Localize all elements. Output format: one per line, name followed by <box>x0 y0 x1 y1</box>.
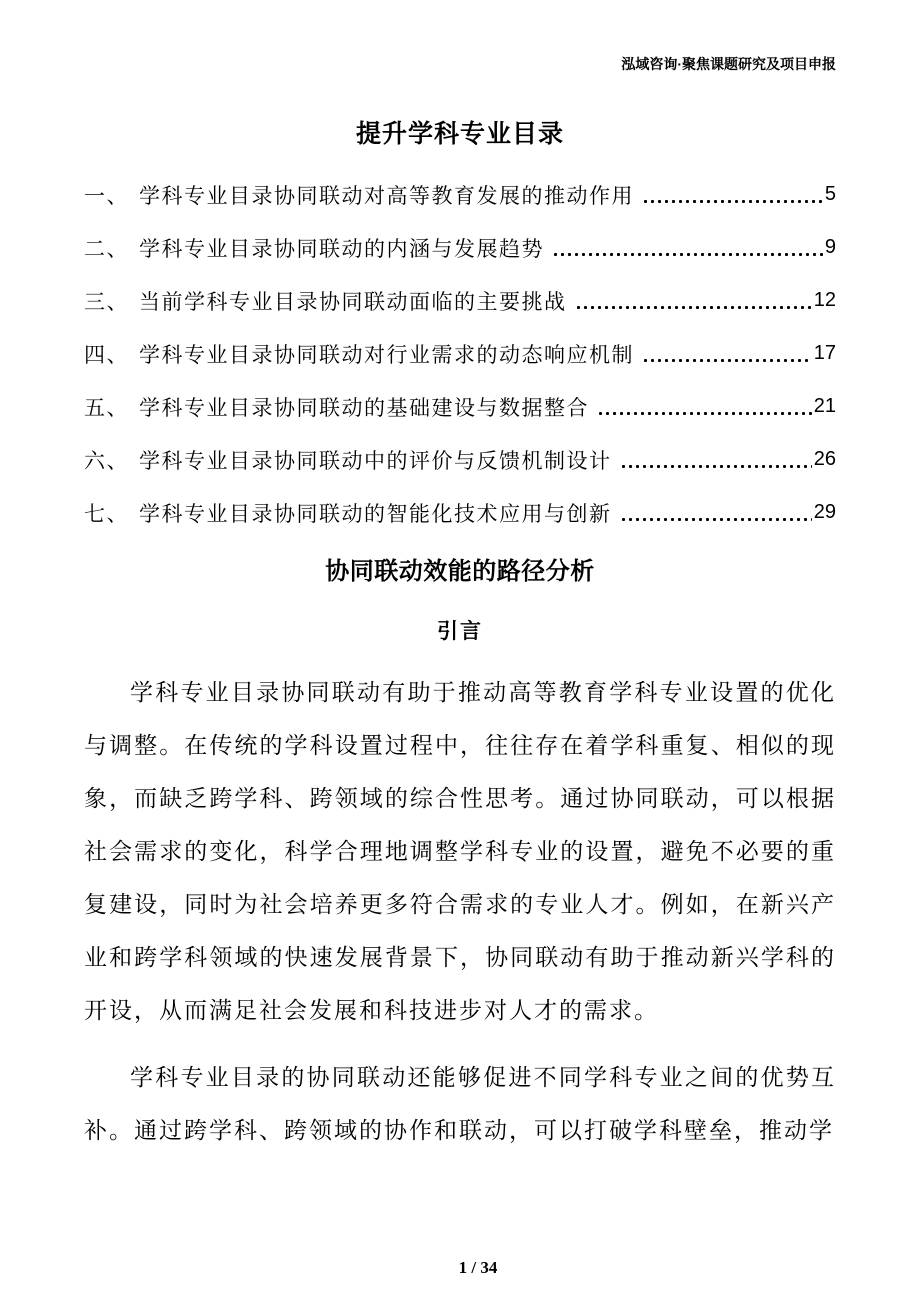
toc-dot-leader <box>642 199 823 204</box>
toc-entry-ordinal: 二、 <box>84 237 129 261</box>
toc-entry-page-number: 17 <box>813 342 836 364</box>
toc-entry-ordinal: 一、 <box>84 184 129 208</box>
toc-entry-page-number: 9 <box>824 236 836 258</box>
toc-entry-title: 学科专业目录协同联动的智能化技术应用与创新 <box>139 502 612 526</box>
body-paragraph: 学科专业目录的协同联动还能够促进不同学科专业之间的优势互补。通过跨学科、跨领域的协作和联动，可以打破学科壁垒，推动学 <box>84 1065 836 1143</box>
toc-dot-leader <box>575 305 812 310</box>
toc-entry-ordinal: 七、 <box>84 502 129 526</box>
section-heading: 协同联动效能的路径分析 <box>325 558 595 585</box>
toc-entry[interactable] <box>84 168 836 221</box>
toc-entry-title: 学科专业目录协同联动的内涵与发展趋势 <box>139 237 544 261</box>
toc-entry[interactable] <box>84 274 836 327</box>
toc-entry[interactable] <box>84 433 836 486</box>
toc-entry-page-number: 12 <box>813 289 836 311</box>
body-paragraph: 学科专业目录协同联动有助于推动高等教育学科专业设置的优化与调整。在传统的学科设置过程中，往往存在着学科重复、相似的现象，而缺乏跨学科、跨领域的综合性思考。通过协同联动，可以根据社会需求的变化，科学合理地调整学科专业的设置，避免不必要的重复建设，同时为社会培养更多符合需求的专业人才。例如，在新兴产业和跨学科领域的快速发展背景下，协同联动有助于推动新兴学科的开设，从而满足社会发展和科技进步对人才的需求。 <box>84 680 836 1023</box>
toc-entry-title: 当前学科专业目录协同联动面临的主要挑战 <box>139 290 567 314</box>
toc-entry-title: 学科专业目录协同联动中的评价与反馈机制设计 <box>139 449 612 473</box>
toc-entry[interactable] <box>84 486 836 539</box>
toc-entry-ordinal: 五、 <box>84 396 129 420</box>
toc-entry[interactable] <box>84 380 836 433</box>
toc-dot-leader <box>642 358 812 363</box>
table-of-contents <box>84 168 836 539</box>
toc-dot-leader <box>620 464 812 469</box>
page-number-text: 1 / 34 <box>458 1258 498 1277</box>
toc-entry-title: 学科专业目录协同联动对高等教育发展的推动作用 <box>139 184 634 208</box>
toc-dot-leader <box>552 252 823 257</box>
page-number-footer <box>0 1258 920 1278</box>
toc-entry[interactable] <box>84 327 836 380</box>
toc-dot-leader <box>597 411 812 416</box>
toc-entry-page-number: 5 <box>824 183 836 205</box>
toc-entry-page-number: 26 <box>813 448 836 470</box>
toc-entry-ordinal: 四、 <box>84 343 129 367</box>
toc-entry[interactable] <box>84 221 836 274</box>
toc-entry-page-number: 21 <box>813 395 836 417</box>
toc-entry-ordinal: 三、 <box>84 290 129 314</box>
toc-dot-leader <box>620 517 812 522</box>
toc-entry-title: 学科专业目录协同联动的基础建设与数据整合 <box>139 396 589 420</box>
toc-entry-ordinal: 六、 <box>84 449 129 473</box>
toc-entry-title: 学科专业目录协同联动对行业需求的动态响应机制 <box>139 343 634 367</box>
toc-entry-page-number: 29 <box>813 501 836 523</box>
subsection-heading-intro: 引言 <box>437 620 483 643</box>
document-title: 提升学科专业目录 <box>355 120 564 148</box>
header-brand-text: 泓域咨询·聚焦课题研究及项目申报 <box>621 56 836 72</box>
